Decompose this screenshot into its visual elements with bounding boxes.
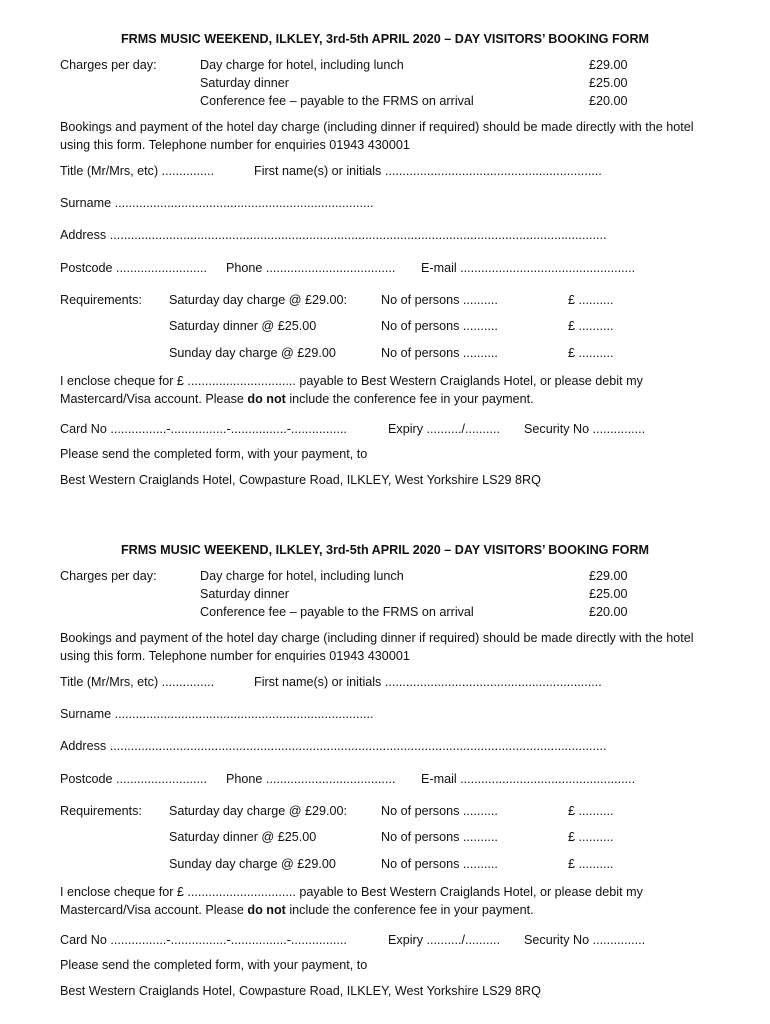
persons-field[interactable]: No of persons .......... <box>381 346 498 360</box>
requirement-item: Sunday day charge @ £29.00 <box>169 857 336 871</box>
title-field[interactable]: Title (Mr/Mrs, etc) ............... <box>60 675 215 689</box>
bookings-instructions: Bookings and payment of the hotel day charge (including dinner if required) should be made directly with the hotel using this form. Telephone number for enquiries 01943 430001 <box>60 120 694 152</box>
security-number-field[interactable]: Security No ............... <box>524 422 646 436</box>
title-field[interactable]: Title (Mr/Mrs, etc) ............... <box>60 164 215 178</box>
persons-field[interactable]: No of persons .......... <box>381 319 498 333</box>
persons-field[interactable]: No of persons .......... <box>381 830 498 844</box>
charge-price: £20.00 <box>589 605 628 619</box>
persons-field[interactable]: No of persons .......... <box>381 293 498 307</box>
charge-item: Day charge for hotel, including lunch <box>200 569 404 583</box>
requirements-label: Requirements: <box>60 804 142 818</box>
cheque-text: I enclose cheque for £ ............................... payable to Best Western Craiglands Hotel, or please debit my Mastercard/Visa account. Please <box>60 374 643 406</box>
persons-field[interactable]: No of persons .......... <box>381 857 498 871</box>
charge-item: Saturday dinner <box>200 76 289 90</box>
form-title: FRMS MUSIC WEEKEND, ILKLEY, 3rd-5th APRIL 2020 – DAY VISITORS’ BOOKING FORM <box>120 543 650 557</box>
cheque-emphasis: do not <box>247 903 286 917</box>
send-instructions: Please send the completed form, with your payment, to <box>60 447 368 461</box>
expiry-field[interactable]: Expiry ........../.......... <box>388 933 500 947</box>
address-field[interactable]: Address .............................................................................................................................................. <box>60 228 607 242</box>
hotel-address: Best Western Craiglands Hotel, Cowpasture Road, ILKLEY, West Yorkshire LS29 8RQ <box>60 984 541 998</box>
amount-field[interactable]: £ .......... <box>568 346 614 360</box>
amount-field[interactable]: £ .......... <box>568 857 614 871</box>
phone-field[interactable]: Phone ..................................... <box>226 261 396 275</box>
card-number-field[interactable]: Card No ................-................-................-................ <box>60 933 347 947</box>
cheque-tail: include the conference fee in your payment. <box>285 392 534 406</box>
card-number-field[interactable]: Card No ................-................-................-................ <box>60 422 347 436</box>
persons-field[interactable]: No of persons .......... <box>381 804 498 818</box>
postcode-field[interactable]: Postcode .......................... <box>60 261 207 275</box>
cheque-text: I enclose cheque for £ ............................... payable to Best Western Craiglands Hotel, or please debit my Mastercard/Visa account. Please <box>60 885 643 917</box>
charge-price: £29.00 <box>589 58 628 72</box>
charge-price: £29.00 <box>589 569 628 583</box>
bookings-instructions: Bookings and payment of the hotel day charge (including dinner if required) should be made directly with the hotel using this form. Telephone number for enquiries 01943 430001 <box>60 631 694 663</box>
amount-field[interactable]: £ .......... <box>568 319 614 333</box>
phone-field[interactable]: Phone ..................................... <box>226 772 396 786</box>
cheque-paragraph <box>60 372 720 408</box>
requirement-item: Saturday dinner @ £25.00 <box>169 319 317 333</box>
surname-field[interactable]: Surname .......................................................................... <box>60 196 374 210</box>
requirement-item: Saturday day charge @ £29.00: <box>169 293 348 307</box>
email-field[interactable]: E-mail .................................................. <box>421 772 636 786</box>
address-field[interactable]: Address .............................................................................................................................................. <box>60 739 607 753</box>
charge-price: £25.00 <box>589 76 628 90</box>
charges-label: Charges per day: <box>60 58 157 72</box>
send-instructions: Please send the completed form, with your payment, to <box>60 958 368 972</box>
charge-item: Day charge for hotel, including lunch <box>200 58 404 72</box>
charge-item: Conference fee – payable to the FRMS on arrival <box>200 605 474 619</box>
cheque-paragraph <box>60 883 720 919</box>
requirement-item: Sunday day charge @ £29.00 <box>169 346 336 360</box>
security-number-field[interactable]: Security No ............... <box>524 933 646 947</box>
cheque-emphasis: do not <box>247 392 286 406</box>
cheque-tail: include the conference fee in your payment. <box>285 903 534 917</box>
amount-field[interactable]: £ .......... <box>568 830 614 844</box>
surname-field[interactable]: Surname .......................................................................... <box>60 707 374 721</box>
amount-field[interactable]: £ .......... <box>568 293 614 307</box>
expiry-field[interactable]: Expiry ........../.......... <box>388 422 500 436</box>
charge-item: Saturday dinner <box>200 587 289 601</box>
postcode-field[interactable]: Postcode .......................... <box>60 772 207 786</box>
requirement-item: Saturday dinner @ £25.00 <box>169 830 317 844</box>
hotel-address: Best Western Craiglands Hotel, Cowpasture Road, ILKLEY, West Yorkshire LS29 8RQ <box>60 473 541 487</box>
charge-price: £25.00 <box>589 587 628 601</box>
form-title: FRMS MUSIC WEEKEND, ILKLEY, 3rd-5th APRIL 2020 – DAY VISITORS’ BOOKING FORM <box>120 32 650 46</box>
first-name-field[interactable]: First name(s) or initials .............................................................. <box>254 164 602 178</box>
charge-price: £20.00 <box>589 94 628 108</box>
email-field[interactable]: E-mail .................................................. <box>421 261 636 275</box>
requirement-item: Saturday day charge @ £29.00: <box>169 804 348 818</box>
amount-field[interactable]: £ .......... <box>568 804 614 818</box>
first-name-field[interactable]: First name(s) or initials .............................................................. <box>254 675 602 689</box>
charge-item: Conference fee – payable to the FRMS on arrival <box>200 94 474 108</box>
charges-label: Charges per day: <box>60 569 157 583</box>
requirements-label: Requirements: <box>60 293 142 307</box>
